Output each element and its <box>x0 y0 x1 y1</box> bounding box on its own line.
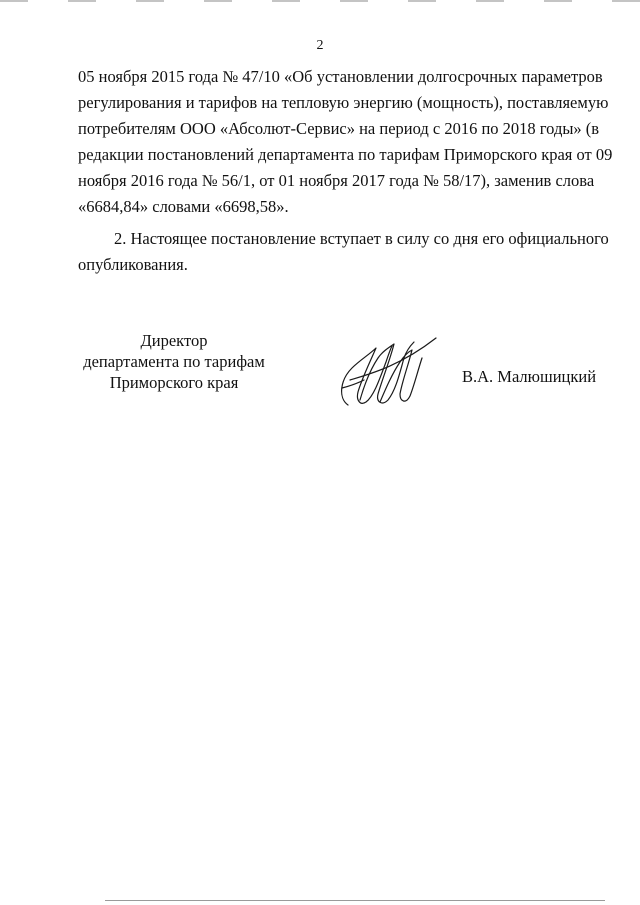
signatory-title-line-1: Директор <box>140 331 208 350</box>
paragraph-1-line-4: редакции постановлений департамента по тарифам Приморского края от 09 <box>78 145 613 164</box>
paragraph-1-line-2: регулирования и тарифов на тепловую энергию (мощность), поставляемую <box>78 93 609 112</box>
signatory-name: В.А. Малюшицкий <box>462 367 597 386</box>
handwritten-signature <box>330 330 440 415</box>
top-edge-marks <box>0 0 640 2</box>
page-number: 2 <box>316 38 324 53</box>
signatory-title-line-3: Приморского края <box>109 373 239 392</box>
paragraph-1-line-1: 05 ноября 2015 года № 47/10 «Об установлении долгосрочных параметров <box>78 67 603 86</box>
bottom-edge-line <box>105 900 605 901</box>
paragraph-2-line-2: опубликования. <box>78 255 188 274</box>
paragraph-1-line-6: «6684,84» словами «6698,58». <box>78 197 289 216</box>
signatory-title-line-2: департамента по тарифам <box>83 352 265 371</box>
paragraph-2-line-1: 2. Настоящее постановление вступает в силу со дня его официального <box>114 229 609 248</box>
paragraph-1-line-5: ноября 2016 года № 56/1, от 01 ноября 2017 года № 58/17), заменив слова <box>78 171 595 190</box>
paragraph-1-line-3: потребителям ООО «Абсолют-Сервис» на период с 2016 по 2018 годы» (в <box>78 119 600 138</box>
signatory-title <box>76 330 272 393</box>
